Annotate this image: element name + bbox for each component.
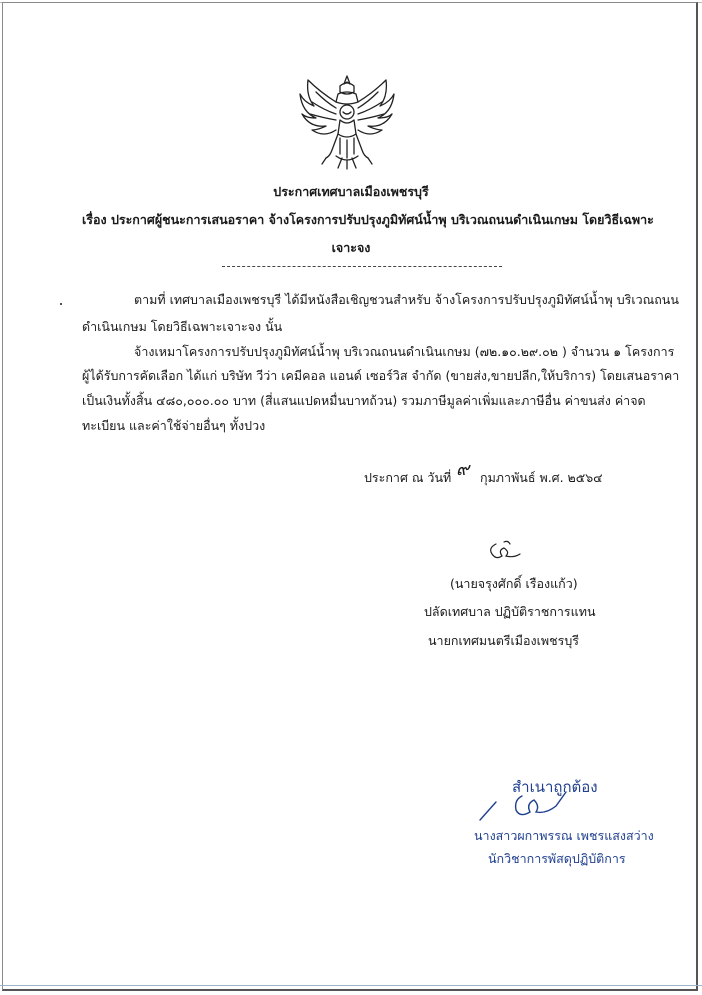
signature-mark <box>484 538 524 564</box>
body-p2-line3: เป็นเงินทั้งสิ้น ๔๘๐,๐๐๐.๐๐ บาท (สี่แสนแปดหมื่นบาทถ้วน) รวมภาษีมูลค่าเพิ่มและภาษีอื่น ค่าขนส่ง ค่าจด <box>82 393 646 408</box>
scan-edge-bottom <box>0 985 702 986</box>
date-prefix: ประกาศ ณ วันที่ <box>364 470 452 485</box>
certifier-signature <box>476 786 580 826</box>
body-p1-line2: ดำเนินเกษม โดยวิธีเฉพาะเจาะจง นั้น <box>82 319 283 334</box>
date-day-handwritten: ๙ <box>456 459 470 480</box>
body-p1-line1: ตามที่ เทศบาลเมืองเพชรบุรี ได้มีหนังสือเชิญชวนสำหรับ จ้างโครงการปรับปรุงภูมิทัศน์น้ำพุ บริเวณถนน <box>134 292 679 307</box>
garuda-emblem-icon <box>296 72 398 172</box>
scan-speck <box>60 303 62 305</box>
announcement-subject-line1: เรื่อง ประกาศผู้ชนะการเสนอราคา จ้างโครงการปรับปรุงภูมิทัศน์น้ำพุ บริเวณถนนดำเนินเกษม โดยวิธีเฉพาะ <box>82 212 654 227</box>
announcement-subject-line2: เจาะจง <box>331 240 371 255</box>
body-p2-line1: จ้างเหมาโครงการปรับปรุงภูมิทัศน์น้ำพุ บริเวณถนนดำเนินเกษม (๗๒.๑๐.๒๙.๐๒ ) จำนวน ๑ โครงการ <box>134 344 675 359</box>
signer-name: (นายจรุงศักดิ์ เรืองแก้ว) <box>450 576 578 591</box>
date-month-year: กุมภาพันธ์ พ.ศ. ๒๕๖๔ <box>480 470 603 485</box>
announcement-org: ประกาศเทศบาลเมืองเพชรบุรี <box>273 184 429 199</box>
certifier-position: นักวิชาการพัสดุปฏิบัติการ <box>488 851 626 866</box>
body-p2-line2: ผู้ได้รับการคัดเลือก ได้แก่ บริษัท วีว่า เคมีคอล แอนด์ เซอร์วิส จำกัด (ขายส่ง,ขายปลีก,ให้บริการ) โดยเสนอราคา <box>82 368 680 383</box>
certified-copy-stamp: สำเนาถูกต้อง <box>512 778 598 796</box>
signer-position-2: นายกเทศมนตรีเมืองเพชรบุรี <box>428 633 580 648</box>
body-p2-line4: ทะเบียน และค่าใช้จ่ายอื่นๆ ทั้งปวง <box>82 418 266 433</box>
certifier-name: นางสาวผกาพรรณ เพชรแสงสว่าง <box>474 828 654 843</box>
divider-line <box>222 266 502 267</box>
signer-position-1: ปลัดเทศบาล ปฏิบัติราชการแทน <box>424 604 596 619</box>
